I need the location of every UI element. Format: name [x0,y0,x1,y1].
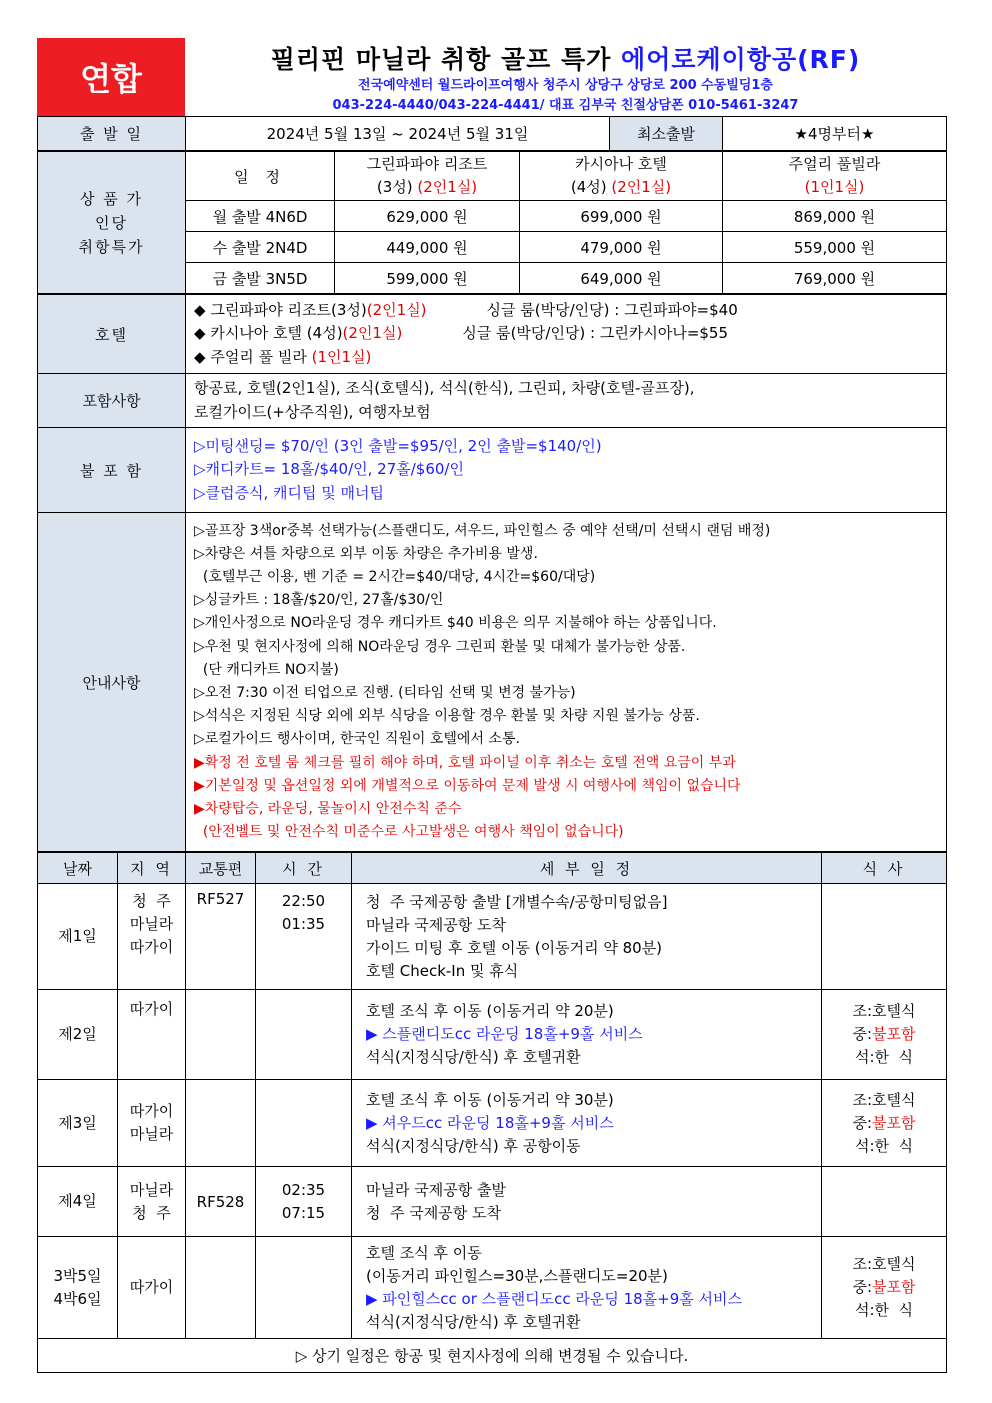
detail-line: 석식(지정식당/한식) 후 호텔귀환 [366,1312,581,1331]
min-departure-value: ★4명부터★ [723,117,947,151]
detail-cell [352,990,822,1080]
departure-dates: 2024년 5월 13일 ~ 2024년 5월 31일 [186,117,610,151]
itinerary-body [38,884,947,1339]
region-cell: 따가이 [118,990,186,1080]
page-title [185,40,946,76]
detail-cell [352,1237,822,1339]
hotel-header-2: 주얼리 풀빌라 (1인1실) [723,152,947,201]
price-cell: 649,000 원 [520,263,723,294]
price-header-row [38,152,947,201]
meal-line: 석:한 식 [854,1136,914,1155]
meal-cell [822,1080,947,1167]
col-header-time: 시 간 [256,853,352,884]
transport-cell: RF527 [186,884,256,990]
region-cell: 따가이 마닐라 [118,1080,186,1167]
detail-line: 가이드 미팅 후 호텔 이동 (이동거리 약 80분) [366,938,663,957]
meal-line: 석:한 식 [854,1301,914,1319]
detail-line: ▶ 셔우드cc 라운딩 18홀+9홀 서비스 [366,1113,614,1132]
itinerary-day-row [38,1167,947,1237]
detail-cell [352,884,822,990]
detail-line: 호텔 조식 후 이동 [366,1243,482,1262]
meal-line: 조:호텔식 [852,1090,916,1109]
meal-cell [822,1167,947,1237]
notes-label: 안내사항 [38,513,186,852]
time-cell [256,990,352,1080]
meal-cell [822,1237,947,1339]
hotel-item: ◆ 카시나아 호텔 (4성)(2인1실) 싱글 룸(박당/인당) : 그린카시아나=$55 [194,324,729,343]
price-cell: 449,000 원 [335,232,520,263]
title-airline: 에어로케이항공(RF) [621,45,861,74]
schedule-header: 일 정 [186,152,335,201]
time-cell [256,1080,352,1167]
price-cell: 559,000 원 [723,232,947,263]
col-header-date: 날짜 [38,853,118,884]
detail-line: ▶ 스플랜디도cc 라운딩 18홀+9홀 서비스 [366,1025,643,1043]
agency-phones: 043-224-4440/043-224-4441/ 대표 김부국 친절상담폰 010-5461-3247 [332,98,799,113]
detail-line: ▶ 파인힐스cc or 스플랜디도cc 라운딩 18홀+9홀 서비스 [366,1289,743,1308]
meal-line: 중:불포함 [852,1025,916,1043]
meal-line: 조:호텔식 [852,1002,916,1020]
hotel-row [38,295,947,374]
col-header-meal: 식 사 [822,853,947,884]
itinerary-day-row [38,884,947,990]
price-cell: 479,000 원 [520,232,723,263]
detail-line: 호텔 조식 후 이동 (이동거리 약 30분) [366,1090,614,1109]
meal-cell [822,990,947,1080]
included-info: 항공료, 호텔(2인1실), 조식(호텔식), 석식(한식), 그린피, 차량(호텔-골프장), 로컬가이드(+상주직원), 여행자보험 [186,374,947,428]
document-page [37,38,946,1373]
day-cell: 제4일 [38,1167,118,1237]
departure-label: 출 발 일 [38,117,186,151]
detail-cell [352,1167,822,1237]
detail-line: 청 주 국제공항 출발 [개별수속/공항미팅없음] [366,892,668,911]
itinerary-header-row [38,853,947,884]
time-cell [256,1237,352,1339]
hotel-header-0: 그린파파야 리조트 (3성) (2인1실) [335,152,520,201]
excluded-info: ▷미팅샌딩= $70/인 (3인 출발=$95/인, 2인 출발=$140/인) ▷캐디카트= 18홀/$40/인, 27홀/$60/인 ▷클럽증식, 캐디팁 및 매너팁 [186,428,947,513]
detail-line: 마닐라 국제공항 도착 [366,915,506,934]
header [37,38,946,116]
price-cell: 869,000 원 [723,201,947,232]
meal-line: 중:불포함 [852,1278,916,1296]
detail-line: (이동거리 파인힐스=30분,스플랜디도=20분) [366,1266,668,1285]
detail-line: 청 주 국제공항 도착 [366,1203,501,1222]
itinerary-footer: ▷ 상기 일정은 항공 및 현지사정에 의해 변경될 수 있습니다. [38,1339,947,1373]
meal-line: 조:호텔식 [852,1255,916,1273]
brand-logo: 연합 [37,38,185,116]
time-cell: 22:50 01:35 [256,884,352,990]
transport-cell: RF528 [186,1167,256,1237]
price-cell: 769,000 원 [723,263,947,294]
title-main: 필리핀 마닐라 취항 골프 특가 [270,45,612,74]
day-cell: 제3일 [38,1080,118,1167]
col-header-detail: 세 부 일 정 [352,853,822,884]
excluded-label: 불 포 함 [38,428,186,513]
region-cell: 따가이 [118,1237,186,1339]
price-table [37,151,947,294]
included-row [38,374,947,428]
region-cell: 마닐라 청 주 [118,1167,186,1237]
itinerary-table [37,852,947,1373]
detail-cell [352,1080,822,1167]
detail-line: 호텔 Check-In 및 휴식 [366,961,519,980]
itinerary-day-row [38,1237,947,1339]
meal-line: 중:불포함 [852,1113,916,1132]
price-schedule: 월 출발 4N6D [186,201,335,232]
col-header-transport: 교통편 [186,853,256,884]
included-label: 포함사항 [38,374,186,428]
detail-line: 석식(지정식당/한식) 후 공항이동 [366,1136,581,1155]
col-header-region: 지 역 [118,853,186,884]
info-table [37,294,947,852]
agency-address: 전국예약센터 월드라이프여행사 청주시 상당구 상당로 200 수동빌딩1층 [358,78,773,93]
notes-row [38,513,947,852]
detail-line: 마닐라 국제공항 출발 [366,1180,506,1199]
day-cell: 제1일 [38,884,118,990]
transport-cell [186,990,256,1080]
price-label: 상 품 가 인당 취항특가 [38,152,186,294]
header-info [185,38,946,116]
day-cell: 제2일 [38,990,118,1080]
excluded-row [38,428,947,513]
hotel-header-1: 카시아나 호텔 (4성) (2인1실) [520,152,723,201]
detail-line: 석식(지정식당/한식) 후 호텔귀환 [366,1048,581,1066]
day-cell: 3박5일 4박6일 [38,1237,118,1339]
price-cell: 699,000 원 [520,201,723,232]
time-cell: 02:35 07:15 [256,1167,352,1237]
region-cell: 청 주 마닐라 따가이 [118,884,186,990]
transport-cell [186,1237,256,1339]
meal-cell [822,884,947,990]
hotel-label: 호텔 [38,295,186,374]
price-cell: 629,000 원 [335,201,520,232]
price-cell: 599,000 원 [335,263,520,294]
transport-cell [186,1080,256,1167]
itinerary-day-row [38,1080,947,1167]
product-table [37,116,947,151]
meal-line: 석:한 식 [854,1048,914,1066]
notes-info: ▷골프장 3색or중복 선택가능(스플랜디도, 셔우드, 파인힐스 중 예약 선택/미 선택시 랜덤 배정) ▷차량은 셔틀 차량으로 외부 이동 차량은 추가비용 발생. (호텔부근 이용, 벤 기준 = 2시간=$40/대당, 4시간=$60/대당) ▷싱글카트 : 18홀/$20/인, 27홀/$30/인 ▷개인사정으로 NO라운딩 경우 캐디카트 $40 비용은 의무 지불해야 하는 상품입니다. ▷우천 및 현지사정에 의해 NO라운딩 경우 그린피 환불 및 대체가 불가능한 상품. (단 캐디카트 NO지불) ▷오전 7:30 이전 티업으로 진행. (티타임 선택 및 변경 불가능) ▷석식은 지정된 식당 외에 외부 식당을 이용할 경우 환불 및 차량 지원 불가능 상품. ▷로컬가이드 행사이며, 한국인 직원이 호텔에서 소통. ▶확정 전 호텔 룸 체크를 필히 해야 하며, 호텔 파이널 이후 취소는 호텔 전액 요금이 부과 ▶기본일정 및 옵션일정 외에 개별적으로 이동하여 문제 발생 시 여행사에 책임이 없습니다 ▶차량탑승, 라운딩, 물놀이시 안전수칙 준수 (안전벨트 및 안전수칙 미준수로 사고발생은 여행사 책임이 없습니다) [186,513,947,852]
min-departure-label: 최소출발 [610,117,723,151]
hotel-item: ◆ 그린파파야 리조트(3성)(2인1실) 싱글 룸(박당/인당) : 그린파파야=$40 [194,301,738,320]
detail-line: 호텔 조식 후 이동 (이동거리 약 20분) [366,1002,614,1020]
itinerary-footer-row [38,1339,947,1373]
hotel-item: ◆ 주얼리 풀 빌라 (1인1실) [194,347,372,366]
itinerary-day-row [38,990,947,1080]
departure-row [38,117,947,151]
price-schedule: 금 출발 3N5D [186,263,335,294]
hotel-info [186,295,947,374]
price-schedule: 수 출발 2N4D [186,232,335,263]
